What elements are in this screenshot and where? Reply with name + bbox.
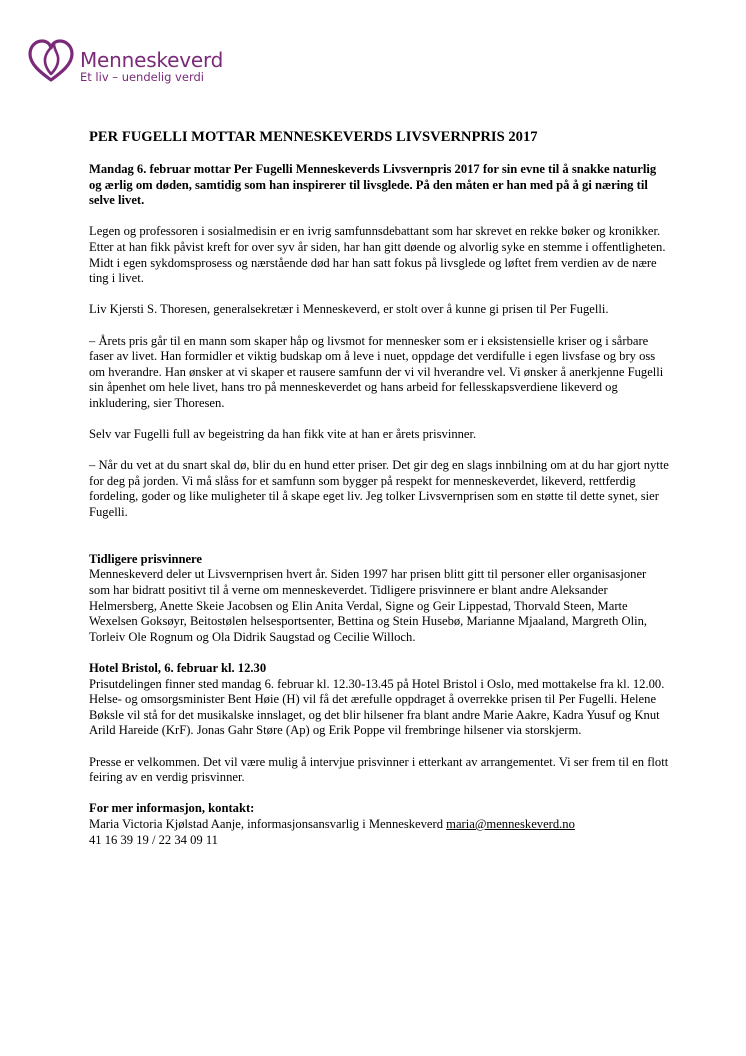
- logo-name: Menneskeverd: [80, 48, 224, 72]
- quote-paragraph: – Når du vet at du snart skal dø, blir du en hund etter priser. Det gir deg en slags innbilning om at du har gjort nytte for deg på jorden. Vi må slåss for et samfunn som bygger på respekt for menneskeverdet, likeverd, rettferdig fordeling, goder og like muligheter til å skape eget liv. Jeg tolker Livsvernprisen som en støtte til dette synet, sier Fugelli.: [89, 458, 669, 520]
- document-body: [89, 128, 669, 848]
- contact-email-link[interactable]: maria@menneskeverd.no: [446, 816, 575, 831]
- press-paragraph: Presse er velkommen. Det vil være mulig å intervjue prisvinner i etterkant av arrangementet. Vi ser frem til en flott feiring av en verdig prisvinner.: [89, 754, 669, 785]
- contact-person: Maria Victoria Kjølstad Aanje, informasjonsansvarlig i Menneskeverd: [89, 816, 447, 831]
- menneskeverd-logo: [26, 36, 223, 86]
- body-paragraph: Liv Kjersti S. Thoresen, generalsekretær i Menneskeverd, er stolt over å kunne gi prisen til Per Fugelli.: [89, 302, 609, 317]
- heart-logo-icon: [26, 36, 76, 86]
- quote-paragraph: – Årets pris går til en mann som skaper håp og livsmot for mennesker som er i eksistensielle kriser og i sårbare faser av livet. Han formidler et viktig budskap om å leve i nuet, oppdage det verdifulle i egen livsfase og bry oss om hverandre. Han ønsker at vi skaper et rausere samfunn der vi vil hverandre vel. Vi ønsker å anerkjenne Fugelli sin åpenhet om hele livet, hans tro på menneskeverdet og hans arbeid for fellesskapsverdiene likeverd og inkludering, sier Thoresen.: [89, 333, 664, 410]
- event-heading: Hotel Bristol, 6. februar kl. 12.30: [89, 661, 267, 675]
- lead-paragraph: Mandag 6. februar mottar Per Fugelli Menneskeverds Livsvernpris 2017 for sin evne til å snakke naturlig og ærlig om døden, samtidig som han inspirerer til livsglede. På den måten er han med på å gi næring til selve livet.: [89, 162, 657, 208]
- contact-line: [89, 817, 669, 833]
- event-text: Prisutdelingen finner sted mandag 6. februar kl. 12.30-13.45 på Hotel Bristol i Oslo, med mottakelse fra kl. 12.00. Helse- og omsorgsminister Bent Høie (H) vil få det ærefulle oppdraget å overrekke prisen til Per Fugelli. Helene Bøksle vil stå for det musikalske innslaget, og det blir hilsener fra blant andre Marie Aakre, Kadra Yusuf og Knut Arild Hareide (KrF). Jonas Gahr Støre (Ap) og Erik Poppe vil frembringe hilsener via storskjerm.: [89, 676, 665, 738]
- contact-heading: For mer informasjon, kontakt:: [89, 801, 255, 816]
- body-paragraph: Selv var Fugelli full av begeistring da han fikk vite at han er årets prisvinner.: [89, 427, 477, 442]
- document-title: PER FUGELLI MOTTAR MENNESKEVERDS LIVSVERNPRIS 2017: [89, 129, 538, 145]
- previous-winners-heading: Tidligere prisvinnere: [89, 551, 202, 566]
- previous-winners-text: Menneskeverd deler ut Livsvernprisen hvert år. Siden 1997 har prisen blitt gitt til personer eller organisasjoner som har bidratt positivt til å verne om menneskeverdet. Tidligere prisvinnere er blant andre Aleksander Helmersberg, Anette Skeie Jacobsen og Elin Anita Verdal, Signe og Geir Lippestad, Thorvald Steen, Marte Wexelsen Goksøyr, Beitostølen helsesportsenter, Bettina og Stein Husebø, Marianne Mjaaland, Margreth Olin, Torleiv Ole Rognum og Ola Didrik Saugstad og Cecilie Willoch.: [89, 567, 648, 644]
- contact-phone: 41 16 39 19 / 22 34 09 11: [89, 832, 218, 847]
- logo-tagline: Et liv – uendelig verdi: [80, 70, 204, 84]
- body-paragraph: Legen og professoren i sosialmedisin er en ivrig samfunnsdebattant som har skrevet en rekke bøker og kronikker. Etter at han fikk påvist kreft for over syv år siden, har han gitt døende og alvorlig syke en stemme i offentligheten. Midt i egen sykdomsprosess og nærstående død har han satt fokus på livsglede og løftet frem verdien av de nære ting i livet.: [89, 224, 666, 286]
